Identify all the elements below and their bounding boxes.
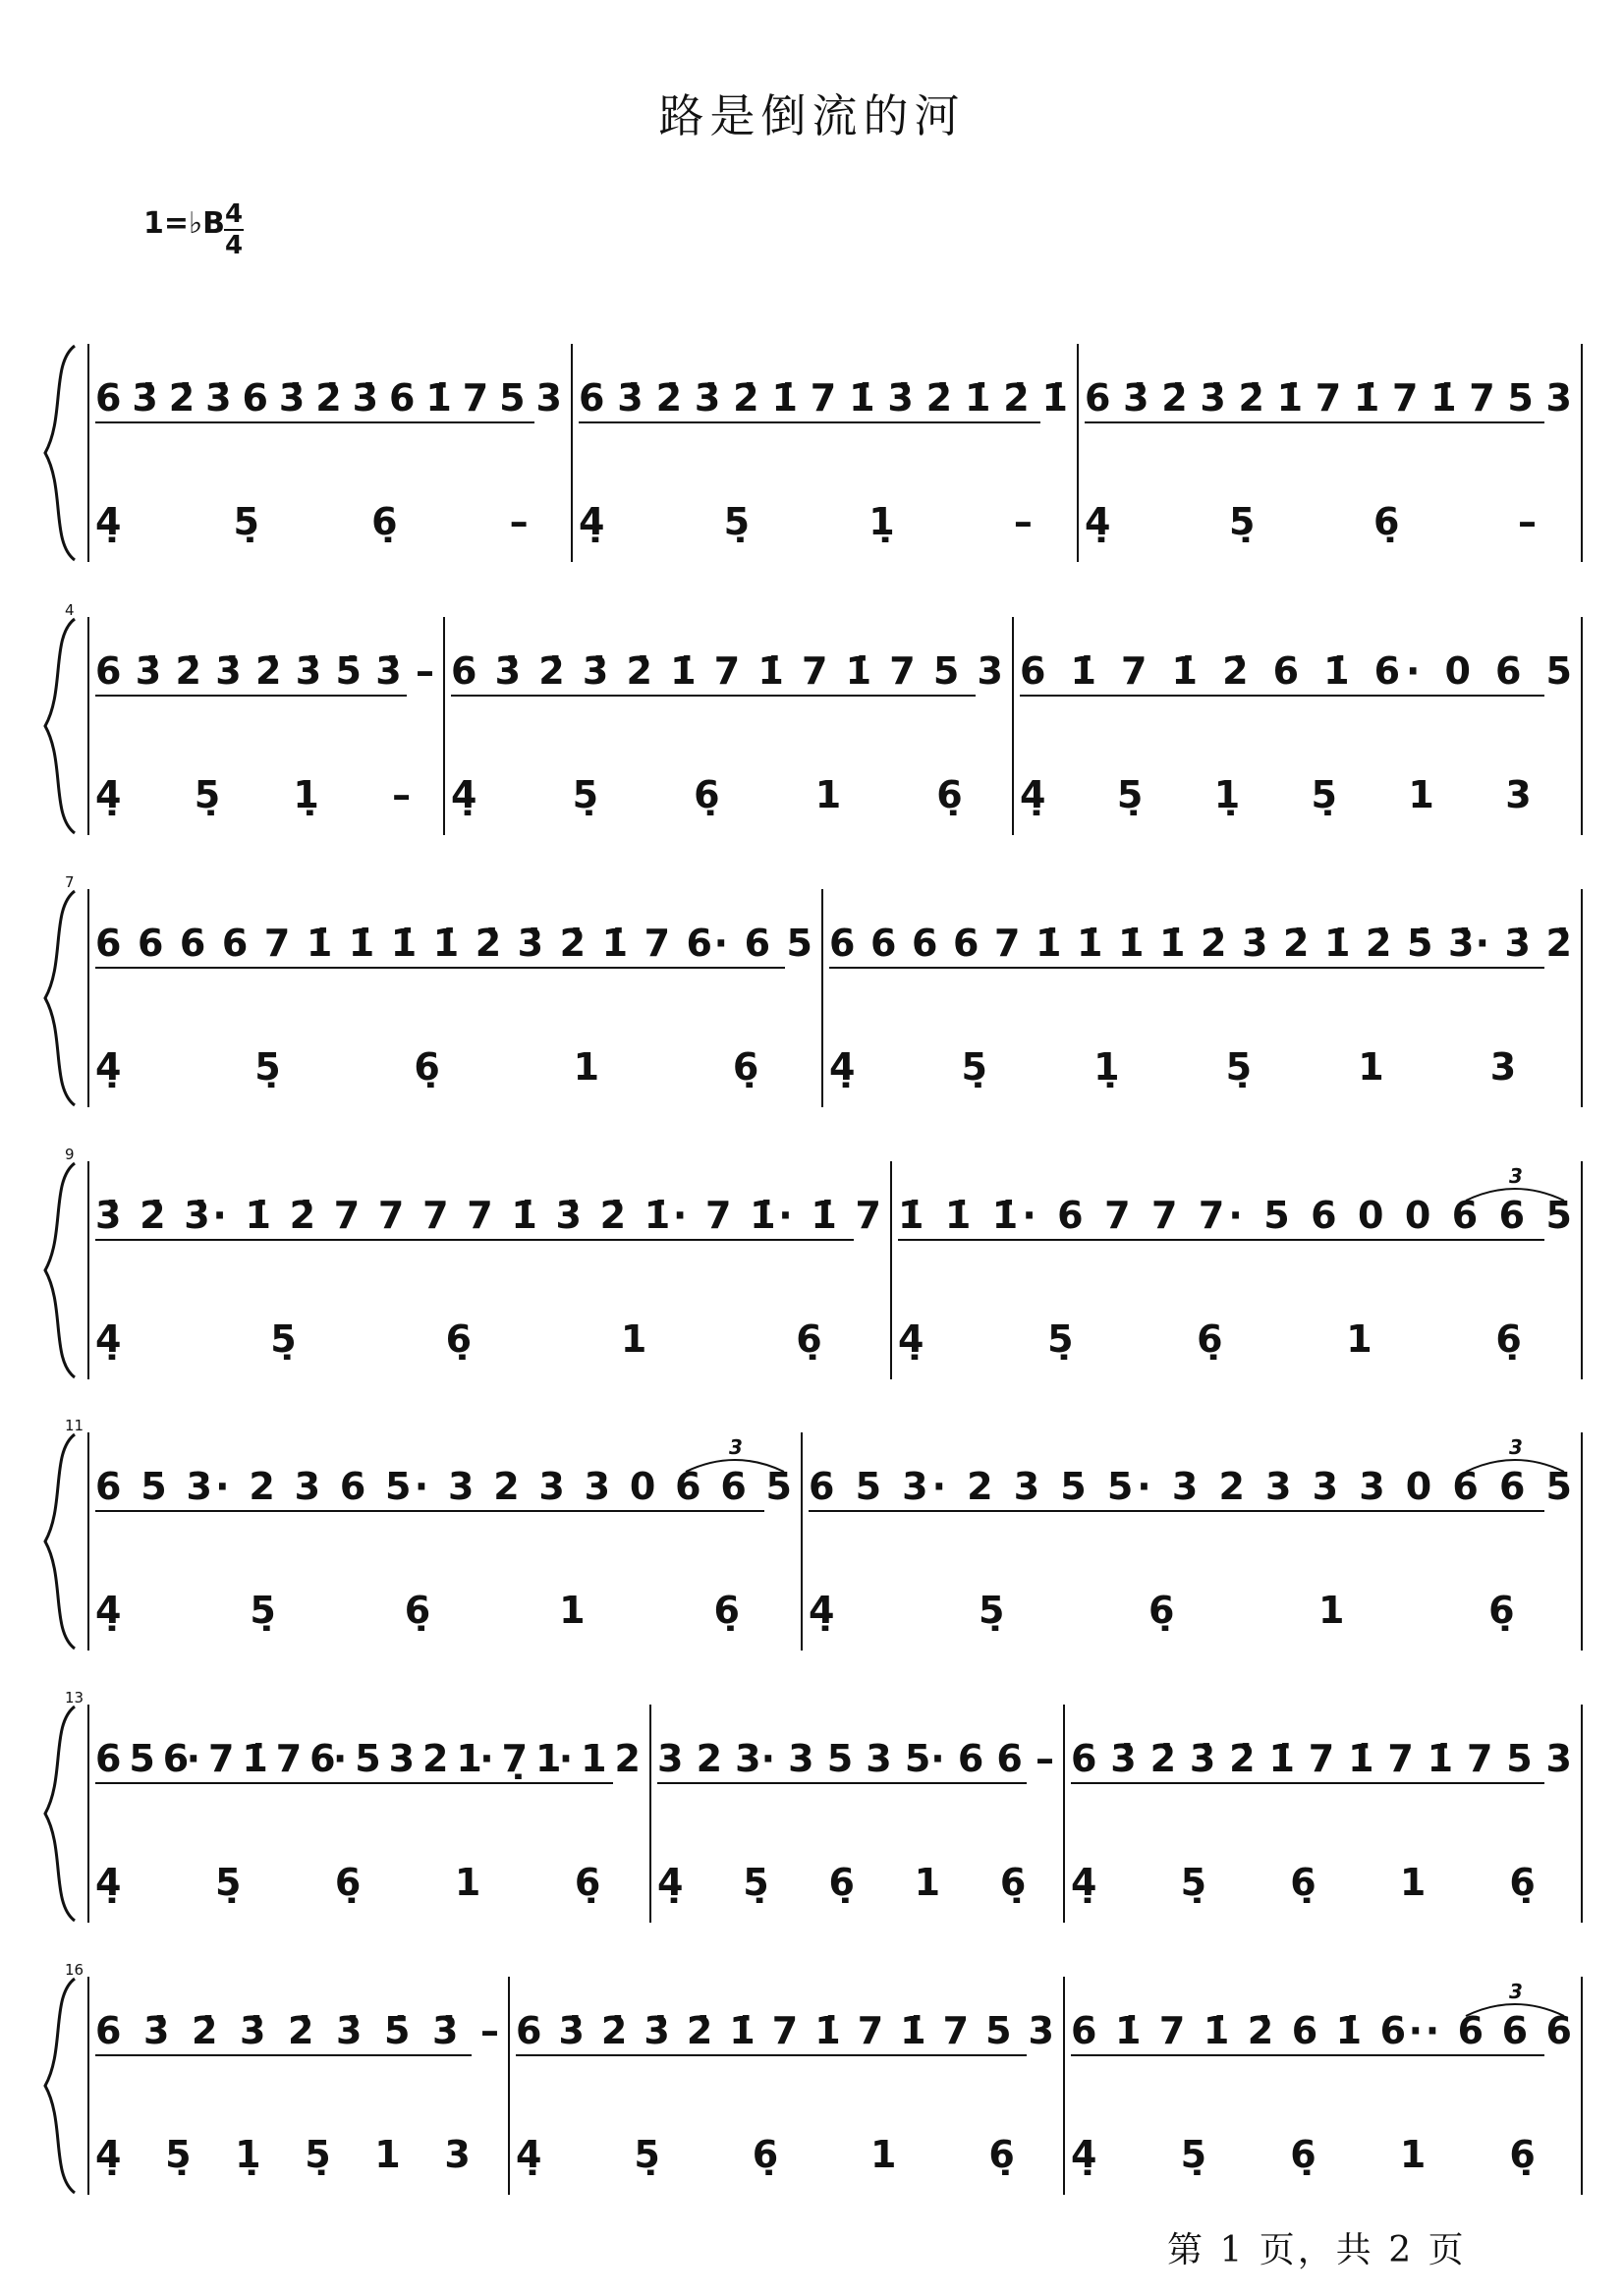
left-hand-notes: 4̣ 5̣ 1̣ 5̣ 1 3 (829, 1045, 1517, 1089)
system-brace (45, 1707, 75, 1921)
measure-number: 4 (65, 601, 75, 619)
right-hand-notes: 6 3̇ 2̇ 3̇ 2̇ 1̇ 7 1̇ 7 1̇ 7 5 3 (1071, 1737, 1572, 1780)
right-hand-notes: 6 6 6 6 7 1̇ 1̇ 1̇ 1̇ 2̇ 3̇ 2̇ 1̇ 7 6· 6 5 (95, 922, 812, 965)
right-hand-notes: 1̇ 1̇ 1̇· 6 7 7 7· 5 6 0 0 6 6 5 (898, 1194, 1572, 1237)
left-hand-notes: 4̣ 5̣ 6̣ – (95, 500, 529, 543)
left-hand-notes: 4̣ 5̣ 6̣ 1 6̣ (1071, 2133, 1536, 2176)
time-signature-numerator: 4 (224, 199, 244, 229)
system-brace (45, 1163, 75, 1377)
right-hand-notes: 6 3̇ 2̇ 3̇ 2̇ 3̇ 5̇ 3̇ – (95, 649, 434, 693)
right-hand-notes: 6 5 3· 2 3 6 5· 3 2 3 3 0 6 6 5 (95, 1465, 792, 1508)
key-signature: 1=♭B (143, 206, 226, 241)
right-hand-notes: 6 1̇ 7 1̇ 2̇ 6 1̇ 6· 0 6 5 (1020, 649, 1572, 693)
left-hand-notes: 4̣ 5̣ 6̣ 1 6̣ (516, 2133, 1015, 2176)
tuplet-number: 3 (1509, 1435, 1523, 1459)
left-hand-notes: 4̣ 5̣ 6̣ 1 6̣ (95, 1861, 601, 1904)
left-hand-notes: 4̣ 5̣ 6̣ 1 6̣ (657, 1861, 1027, 1904)
left-hand-notes: 4̣ 5̣ 1̣ – (95, 773, 412, 816)
page-title: 路是倒流的河 (658, 89, 966, 142)
right-hand-notes: 6 3̇ 2̇ 3̇ 2̇ 3̇ 5̇ 3̇ – (95, 2009, 499, 2052)
system-brace (45, 619, 75, 833)
tuplet-number: 3 (729, 1435, 743, 1459)
right-hand-notes: 6 5 3· 2 3 5 5· 3 2 3 3 3 0 6 6 5 (809, 1465, 1572, 1508)
right-hand-notes: 6 6 6 6 7 1̇ 1̇ 1̇ 1̇ 2̇ 3̇ 2̇ 1̇ 2̇ 5̇ 3̇· 3̇ 2̇ (829, 922, 1572, 965)
left-hand-notes: 4̣ 5̣ 6̣ 1 6̣ (95, 1589, 740, 1632)
system-brace (45, 1434, 75, 1649)
system-brace (45, 891, 75, 1105)
right-hand-notes: 6 3̇ 2̇ 3̇ 2̇ 1̇ 7 1̇ 7 1̇ 7 5 3 (516, 2009, 1054, 2052)
left-hand-notes: 4̣ 5̣ 6̣ 1 6̣ (1071, 1861, 1536, 1904)
tuplet-number: 3 (1509, 1164, 1523, 1188)
left-hand-notes: 4̣ 5̣ 6̣ 1 6̣ (809, 1589, 1515, 1632)
tuplet-number: 3 (1509, 1980, 1523, 2003)
right-hand-notes: 6 1̇ 7 1̇ 2̇ 6 1̇ 6·· 6 6 6 (1071, 2009, 1572, 2052)
system-brace (45, 346, 75, 560)
left-hand-notes: 4̣ 5̣ 6̣ 1 6̣ (95, 1045, 759, 1089)
left-hand-notes: 4̣ 5̣ 6̣ – (1085, 500, 1537, 543)
left-hand-notes: 4̣ 5̣ 1̣ 5̣ 1 3 (1020, 773, 1532, 816)
left-hand-notes: 4̣ 5̣ 1̣ 5̣ 1 3 (95, 2133, 471, 2176)
measure-number: 13 (65, 1689, 84, 1707)
page-footer: 第 1 页，共 2 页 (1167, 2230, 1467, 2270)
right-hand-notes: 3̇ 2̇ 3̇· 1̇ 2̇ 7 7 7 7 1̇ 3̇ 2̇ 1̇· 7 1̇· 1̇ 7 (95, 1194, 881, 1237)
right-hand-notes: 6 5 6· 7 1̇ 7 6· 5 3 2 1· 7̣ 1· 1 2 (95, 1737, 641, 1780)
left-hand-notes: 4̣ 5̣ 1̣ – (579, 500, 1033, 543)
right-hand-notes: 6 3̇ 2̇ 3̇ 6 3̇ 2̇ 3̇ 6 1̇ 7 5 3 (95, 376, 562, 420)
left-hand-notes: 4̣ 5̣ 6̣ 1 6̣ (898, 1317, 1522, 1361)
right-hand-notes: 3 2 3· 3 5 3 5· 6 6 – (657, 1737, 1054, 1780)
measure-number: 16 (65, 1961, 84, 1979)
right-hand-notes: 6 3̇ 2̇ 3̇ 2̇ 1̇ 7 1̇ 7 1̇ 7 5 3 (451, 649, 1003, 693)
right-hand-notes: 6 3̇ 2̇ 3̇ 2̇ 1̇ 7 1̇ 7 1̇ 7 5 3 (1085, 376, 1572, 420)
measure-number: 9 (65, 1146, 75, 1163)
time-signature-denominator: 4 (224, 231, 244, 260)
left-hand-notes: 4̣ 5̣ 6̣ 1 6̣ (451, 773, 963, 816)
system-brace (45, 1979, 75, 2193)
left-hand-notes: 4̣ 5̣ 6̣ 1 6̣ (95, 1317, 822, 1361)
measure-number: 7 (65, 873, 75, 891)
right-hand-notes: 6 3̇ 2̇ 3̇ 2̇ 1̇ 7 1̇ 3̇ 2̇ 1̇ 2̇ 1̇ (579, 376, 1068, 420)
measure-number: 11 (65, 1417, 84, 1434)
